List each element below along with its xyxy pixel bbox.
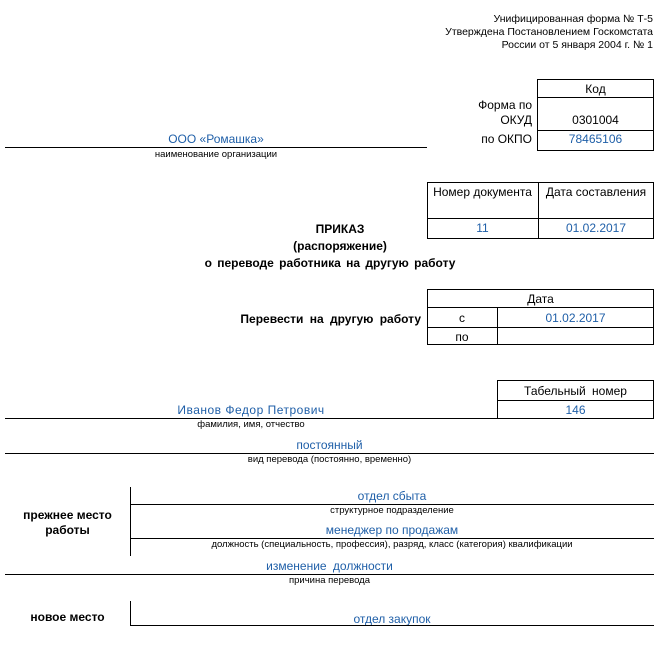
order-subtitle: (распоряжение) [293, 239, 387, 253]
previous-department-caption: структурное подразделение [330, 505, 454, 516]
previous-department: отдел сбыта [357, 489, 427, 503]
code-divider [537, 97, 654, 98]
transfer-reason-caption: причина перевода [289, 575, 370, 586]
code-divider [537, 130, 654, 131]
order-description: о переводе работника на другую работу [204, 256, 456, 270]
okpo-label: по ОКПО [481, 132, 532, 146]
doc-number-header: Номер документа [433, 185, 532, 199]
employee-name: Иванов Федор Петрович [177, 403, 325, 417]
tab-table-divider [497, 400, 654, 401]
new-department-underline [130, 625, 654, 626]
form-header-line-3: России от 5 января 2004 г. № 1 [501, 39, 653, 51]
tab-number-value: 146 [565, 403, 586, 417]
organization-caption: наименование организации [154, 149, 278, 160]
organization-name: ООО «Ромашка» [168, 132, 264, 146]
okud-label: ОКУД [500, 113, 532, 127]
doc-table-divider [427, 218, 654, 219]
transfer-type-caption: вид перевода (постоянно, временно) [247, 454, 412, 465]
previous-position: менеджер по продажам [325, 523, 459, 537]
new-department: отдел закупок [353, 612, 431, 626]
transfer-from-label: с [459, 311, 465, 325]
transfer-from-value: 01.02.2017 [545, 311, 606, 325]
transfer-to-label: по [455, 330, 469, 344]
tab-number-header: Табельный номер [524, 384, 627, 398]
previous-position-caption: должность (специальность, профессия), разряд, класс (категория) квалификации [211, 539, 573, 550]
kod-header: Код [585, 82, 606, 96]
previous-place-label-2: работы [45, 523, 90, 537]
organization-underline [5, 147, 427, 148]
employee-name-caption: фамилия, имя, отчество [197, 419, 305, 430]
transfer-label: Перевести на другую работу [240, 312, 421, 326]
transfer-date-header: Дата [527, 292, 554, 306]
doc-number-value: 11 [476, 221, 489, 235]
transfer-type-value: постоянный [296, 438, 363, 452]
previous-place-label: прежнее место [23, 508, 112, 522]
doc-date-value: 01.02.2017 [565, 221, 627, 235]
transfer-table-divider [427, 307, 654, 308]
okpo-value: 78465106 [568, 132, 623, 146]
okud-value: 0301004 [572, 113, 619, 127]
transfer-table-divider [427, 327, 654, 328]
new-place-label: новое место [30, 610, 105, 624]
doc-date-header: Дата составления [545, 185, 647, 199]
form-header-line-2: Утверждена Постановлением Госкомстата [445, 26, 653, 38]
order-title: ПРИКАЗ [315, 222, 365, 236]
transfer-reason-value: изменение должности [266, 559, 393, 573]
forma-label: Форма по [478, 98, 532, 112]
form-header-line-1: Унифицированная форма № Т-5 [493, 13, 653, 25]
